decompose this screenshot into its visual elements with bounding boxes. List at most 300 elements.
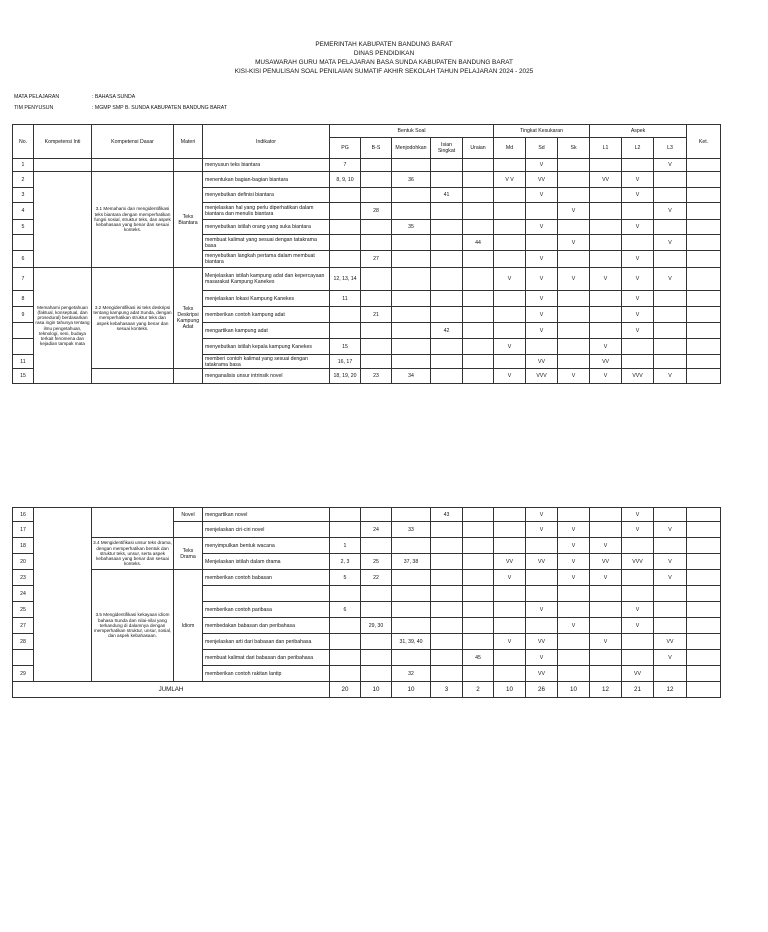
cell-l1: V (590, 538, 622, 554)
cell-l1 (590, 508, 622, 522)
cell-mj (392, 602, 431, 618)
cell-ur (463, 586, 494, 602)
cell-pg (330, 634, 361, 650)
cell-indikator: menentukan bagian-bagian biantara (203, 172, 330, 188)
cell-l3: V (654, 570, 687, 586)
cell-md: V (494, 570, 526, 586)
cell-pg (330, 251, 361, 268)
cell-ur (463, 634, 494, 650)
cell-ket (687, 291, 721, 307)
cell-indikator: memberi contoh kalimat yang sesuai dengan tatakrama basa (203, 355, 330, 369)
header-line-4: KISI-KISI PENULISAN SOAL PENILAIAN SUMATIF AKHIR SEKOLAH TAHUN PELAJARAN 2024 - 2025 (234, 68, 534, 75)
cell-kd-3-2: 3.2 Mengidentifikasi isi teks deskripsi tentang kampung adat Sunda, dengan memperhatikan struktur teks dan aspek kebahasaan yang benar dan sesuai konteks. (92, 268, 174, 369)
cell-ket (687, 235, 721, 251)
cell-md (494, 586, 526, 602)
col-md: Md (494, 138, 526, 159)
cell-bs: 23 (361, 369, 392, 384)
meta-mapel (14, 93, 227, 101)
cell-md (494, 323, 526, 339)
meta-tim (14, 104, 227, 112)
total-sd: 26 (526, 682, 558, 698)
cell-ket (687, 570, 721, 586)
cell-mj (392, 650, 431, 666)
cell-ur (463, 203, 494, 220)
cell-no: 24 (13, 586, 34, 602)
cell-mj (392, 339, 431, 355)
table-row (13, 508, 721, 522)
meta-block (14, 93, 227, 112)
cell-bs (361, 355, 392, 369)
cell-no: 5 (13, 220, 34, 235)
cell-ur (463, 618, 494, 634)
cell-ur (463, 323, 494, 339)
cell-bs (361, 339, 392, 355)
cell-is (431, 650, 463, 666)
header-line-2: DINAS PENDIDIKAN (353, 50, 415, 57)
cell-no: 18 (13, 538, 34, 554)
cell-md: V (494, 339, 526, 355)
cell-sk (558, 172, 590, 188)
col-isian: Isian Singkat (431, 138, 463, 159)
cell-sk: V (558, 618, 590, 634)
cell-l3 (654, 602, 687, 618)
cell-ur (463, 291, 494, 307)
kisi-table-page1 (12, 124, 721, 384)
cell-md (494, 291, 526, 307)
cell-l3 (654, 339, 687, 355)
cell-materi-drama: Teks Drama (174, 538, 203, 570)
cell-l3 (654, 508, 687, 522)
cell-sd: VV (526, 666, 558, 682)
cell-sk (558, 602, 590, 618)
cell-no: 3 (13, 188, 34, 203)
cell-ur (463, 220, 494, 235)
cell-mj: 35 (392, 220, 431, 235)
cell-md (494, 159, 526, 172)
cell-l2 (622, 634, 654, 650)
cell-l3: V (654, 369, 687, 384)
table-row (13, 538, 721, 554)
cell-indikator: menyebutkan definisi biantara (203, 188, 330, 203)
cell-sk (558, 291, 590, 307)
cell-sk (558, 508, 590, 522)
cell-pg: 11 (330, 291, 361, 307)
cell-no (13, 235, 34, 251)
total-l3: 12 (654, 682, 687, 698)
cell-l1 (590, 235, 622, 251)
cell-bs (361, 508, 392, 522)
cell-sk: V (558, 369, 590, 384)
cell-ur (463, 159, 494, 172)
cell-mj (392, 323, 431, 339)
cell-indikator: membuat kalimat dari babasan dan peribahasa (203, 650, 330, 666)
cell-ket (687, 203, 721, 220)
col-uraian: Uraian (463, 138, 494, 159)
header-row-1 (13, 125, 721, 138)
header-line-1: PEMERINTAH KABUPATEN BANDUNG BARAT (315, 41, 453, 48)
cell-ket (687, 355, 721, 369)
cell-md (494, 522, 526, 538)
cell-bs (361, 634, 392, 650)
cell-pg: 1 (330, 538, 361, 554)
cell-sk (558, 323, 590, 339)
col-bentuk-soal: Bentuk Soal (330, 125, 494, 138)
cell-mj (392, 159, 431, 172)
cell-no: 4 (13, 203, 34, 220)
cell-pg: 15 (330, 339, 361, 355)
cell-l3 (654, 323, 687, 339)
cell-l1 (590, 159, 622, 172)
cell-pg (330, 650, 361, 666)
cell-sk (558, 220, 590, 235)
cell-pg (330, 586, 361, 602)
cell-l1 (590, 203, 622, 220)
cell-pg: 16, 17 (330, 355, 361, 369)
cell-is (431, 538, 463, 554)
col-bs: B-S (361, 138, 392, 159)
cell-sd (526, 570, 558, 586)
cell-md (494, 220, 526, 235)
cell-l3 (654, 618, 687, 634)
cell-l1 (590, 666, 622, 682)
cell-pg (330, 522, 361, 538)
cell-ket (687, 323, 721, 339)
cell-no (13, 339, 34, 355)
cell-l3 (654, 666, 687, 682)
cell-pg (330, 235, 361, 251)
cell-indikator: menganalisis unsur intrinsik novel (203, 369, 330, 384)
cell-sk (558, 355, 590, 369)
cell-mj (392, 508, 431, 522)
cell-ket (687, 268, 721, 291)
cell-l2: VV (622, 666, 654, 682)
cell-ur (463, 369, 494, 384)
table-row (13, 369, 721, 384)
cell-pg: 18, 19, 20 (330, 369, 361, 384)
cell-md: V (494, 634, 526, 650)
cell-l2: V (622, 323, 654, 339)
cell-sk (558, 339, 590, 355)
cell-sk: V (558, 538, 590, 554)
cell-l2: V (622, 220, 654, 235)
meta-mapel-label: MATA PELAJARAN (14, 94, 60, 100)
cell-l3: V (654, 650, 687, 666)
cell-sk (558, 251, 590, 268)
cell-l2: VVV (622, 554, 654, 570)
cell-l2 (622, 538, 654, 554)
cell-mj (392, 570, 431, 586)
col-l2: L2 (622, 138, 654, 159)
cell-is (431, 586, 463, 602)
cell-l2: V (622, 508, 654, 522)
cell-l3 (654, 172, 687, 188)
col-l1: L1 (590, 138, 622, 159)
cell-l3 (654, 586, 687, 602)
cell-indikator: memberikan contoh rakitan lantip (203, 666, 330, 682)
total-pg: 20 (330, 682, 361, 698)
cell-kd-empty (92, 159, 174, 172)
col-sk: Sk (558, 138, 590, 159)
cell-no: 9 (13, 307, 34, 323)
cell-sd (526, 618, 558, 634)
cell-bs (361, 235, 392, 251)
cell-ket (687, 538, 721, 554)
cell-ket (687, 602, 721, 618)
cell-ur (463, 172, 494, 188)
cell-l2 (622, 650, 654, 666)
cell-materi-biantara: Teks Biantara (174, 172, 203, 268)
cell-ket (687, 339, 721, 355)
table-row (13, 159, 721, 172)
cell-l2: V (622, 307, 654, 323)
cell-l2: V (622, 268, 654, 291)
cell-is (431, 355, 463, 369)
cell-sd: V (526, 602, 558, 618)
cell-l3 (654, 220, 687, 235)
cell-no: 7 (13, 268, 34, 291)
table-row (13, 172, 721, 188)
cell-indikator: mengartikan novel (203, 508, 330, 522)
cell-indikator: menjelaskan hal yang perlu diperhatikan dalam biantara dan menulis biantara (203, 203, 330, 220)
cell-sk (558, 634, 590, 650)
cell-ki-cont (34, 508, 92, 682)
cell-materi-empty-b (174, 369, 203, 384)
cell-no: 20 (13, 554, 34, 570)
cell-md (494, 602, 526, 618)
cell-ur (463, 251, 494, 268)
cell-l1 (590, 220, 622, 235)
cell-sd: V (526, 188, 558, 203)
cell-pg (330, 508, 361, 522)
cell-bs: 24 (361, 522, 392, 538)
col-sd: Sd (526, 138, 558, 159)
cell-mj (392, 291, 431, 307)
total-ur: 2 (463, 682, 494, 698)
cell-l3: V (654, 203, 687, 220)
cell-sd: V (526, 323, 558, 339)
cell-indikator: mengartikan kampung adat (203, 323, 330, 339)
cell-ket (687, 508, 721, 522)
cell-sd: V (526, 650, 558, 666)
cell-l2 (622, 203, 654, 220)
cell-ket (687, 188, 721, 203)
cell-pg (330, 203, 361, 220)
cell-no: 27 (13, 618, 34, 634)
cell-indikator: menyebutkan istilah kepala kampung Kanekes (203, 339, 330, 355)
cell-is (431, 251, 463, 268)
cell-l3 (654, 307, 687, 323)
cell-md (494, 203, 526, 220)
cell-md (494, 508, 526, 522)
cell-md: V V (494, 172, 526, 188)
cell-indikator: menyimpulkan bentuk wacana (203, 538, 330, 554)
cell-pg (330, 618, 361, 634)
cell-ket (687, 522, 721, 538)
cell-no: 28 (13, 634, 34, 650)
cell-no: 25 (13, 602, 34, 618)
cell-sd: V (526, 307, 558, 323)
cell-bs (361, 268, 392, 291)
cell-ur (463, 508, 494, 522)
table-body-1 (13, 159, 721, 384)
cell-pg (330, 220, 361, 235)
total-is: 3 (431, 682, 463, 698)
cell-kd-3-5: 3.5 Mengidentifikasi kekayaan idiom bahasa Sunda dan nilai-nilai yang terkandung di dalamnya dengan memperhatikan struktur, unsur, sosial, dan aspek kebahasaan. (92, 570, 174, 682)
cell-indikator: menyebutkan istilah orang yang suka biantara (203, 220, 330, 235)
cell-is (431, 666, 463, 682)
cell-l2: VVV (622, 369, 654, 384)
cell-materi-empty (174, 159, 203, 172)
cell-mj (392, 586, 431, 602)
cell-mj (392, 251, 431, 268)
cell-sd (526, 339, 558, 355)
cell-l1 (590, 618, 622, 634)
cell-l3 (654, 251, 687, 268)
cell-no: 1 (13, 159, 34, 172)
cell-l1: V (590, 369, 622, 384)
cell-pg (330, 666, 361, 682)
cell-l1: VV (590, 172, 622, 188)
cell-ket (687, 666, 721, 682)
cell-md: V (494, 369, 526, 384)
cell-is (431, 172, 463, 188)
cell-sd: VV (526, 554, 558, 570)
cell-pg (330, 307, 361, 323)
cell-l1 (590, 586, 622, 602)
cell-ket (687, 159, 721, 172)
cell-bs (361, 586, 392, 602)
cell-ur (463, 602, 494, 618)
cell-sd: VV (526, 172, 558, 188)
cell-ur: 45 (463, 650, 494, 666)
total-md: 10 (494, 682, 526, 698)
cell-l1 (590, 291, 622, 307)
total-ket (687, 682, 721, 698)
cell-sk: V (558, 522, 590, 538)
cell-l2 (622, 339, 654, 355)
cell-ur (463, 522, 494, 538)
cell-mj (392, 235, 431, 251)
cell-indikator: menjelaskan ciri-ciri novel (203, 522, 330, 538)
header-line-3: MUSAWARAH GURU MATA PELAJARAN BASA SUNDA KABUPATEN BANDUNG BARAT (255, 59, 513, 66)
cell-l1: V (590, 570, 622, 586)
cell-l2: V (622, 522, 654, 538)
cell-kd-3-4: 3.4 Mengidentifikasi unsur teks drama, dengan memperhatikan bentuk dan struktur teks, unsur, serta aspek kebahasaan yang benar dan sesuai konteks. (92, 538, 174, 570)
col-menjodohkan: Menjodohkan (392, 138, 431, 159)
cell-sk (558, 307, 590, 323)
cell-sk (558, 586, 590, 602)
cell-bs (361, 538, 392, 554)
table-row (13, 268, 721, 291)
cell-mj (392, 203, 431, 220)
cell-ket (687, 251, 721, 268)
cell-materi-novel: Novel (174, 508, 203, 522)
table-row (13, 570, 721, 586)
total-sk: 10 (558, 682, 590, 698)
cell-l1 (590, 522, 622, 538)
cell-sd (526, 538, 558, 554)
cell-pg: 5 (330, 570, 361, 586)
cell-bs (361, 159, 392, 172)
cell-is (431, 634, 463, 650)
cell-sd: VV (526, 634, 558, 650)
cell-ket (687, 172, 721, 188)
cell-mj: 33 (392, 522, 431, 538)
cell-bs (361, 188, 392, 203)
cell-bs: 21 (361, 307, 392, 323)
cell-md (494, 538, 526, 554)
col-no: No. (13, 125, 34, 159)
cell-l1: VV (590, 355, 622, 369)
cell-ket (687, 369, 721, 384)
cell-is: 43 (431, 508, 463, 522)
cell-sk: V (558, 235, 590, 251)
cell-md: VV (494, 554, 526, 570)
cell-l2 (622, 159, 654, 172)
cell-l3: V (654, 554, 687, 570)
cell-sd: V (526, 159, 558, 172)
table-body-2 (13, 508, 721, 698)
col-tingkat: Tingkat Kesukaran (494, 125, 590, 138)
cell-pg: 6 (330, 602, 361, 618)
col-pg: PG (330, 138, 361, 159)
cell-l3: VV (654, 634, 687, 650)
cell-indikator: Menjelaskan istilah dalam drama (203, 554, 330, 570)
cell-sk: V (558, 570, 590, 586)
cell-l3: V (654, 159, 687, 172)
cell-md (494, 666, 526, 682)
cell-bs: 29, 30 (361, 618, 392, 634)
cell-bs (361, 291, 392, 307)
cell-l2: V (622, 188, 654, 203)
cell-mj (392, 618, 431, 634)
cell-no: 15 (13, 369, 34, 384)
cell-materi-kampung: Teks Deskripsi Kampung Adat (174, 268, 203, 369)
cell-pg (330, 188, 361, 203)
cell-is (431, 307, 463, 323)
cell-l1 (590, 323, 622, 339)
cell-no: 6 (13, 251, 34, 268)
cell-no: 11 (13, 355, 34, 369)
cell-l3 (654, 188, 687, 203)
total-l1: 12 (590, 682, 622, 698)
cell-l2 (622, 235, 654, 251)
cell-sk (558, 650, 590, 666)
cell-indikator: menjelaskan lokasi Kampung Kanekes (203, 291, 330, 307)
cell-bs (361, 602, 392, 618)
cell-mj (392, 268, 431, 291)
cell-mj (392, 188, 431, 203)
cell-ur (463, 188, 494, 203)
cell-is (431, 159, 463, 172)
cell-ur (463, 339, 494, 355)
cell-ur (463, 554, 494, 570)
cell-sk (558, 159, 590, 172)
cell-l1 (590, 251, 622, 268)
cell-ur (463, 355, 494, 369)
col-l3: L3 (654, 138, 687, 159)
total-label: JUMLAH (13, 682, 330, 698)
total-row (13, 682, 721, 698)
cell-is (431, 554, 463, 570)
cell-ur (463, 666, 494, 682)
cell-ur (463, 268, 494, 291)
cell-is (431, 522, 463, 538)
cell-l3: V (654, 522, 687, 538)
cell-bs (361, 666, 392, 682)
cell-md (494, 650, 526, 666)
meta-tim-label: TIM PENYUSUN (14, 105, 54, 111)
